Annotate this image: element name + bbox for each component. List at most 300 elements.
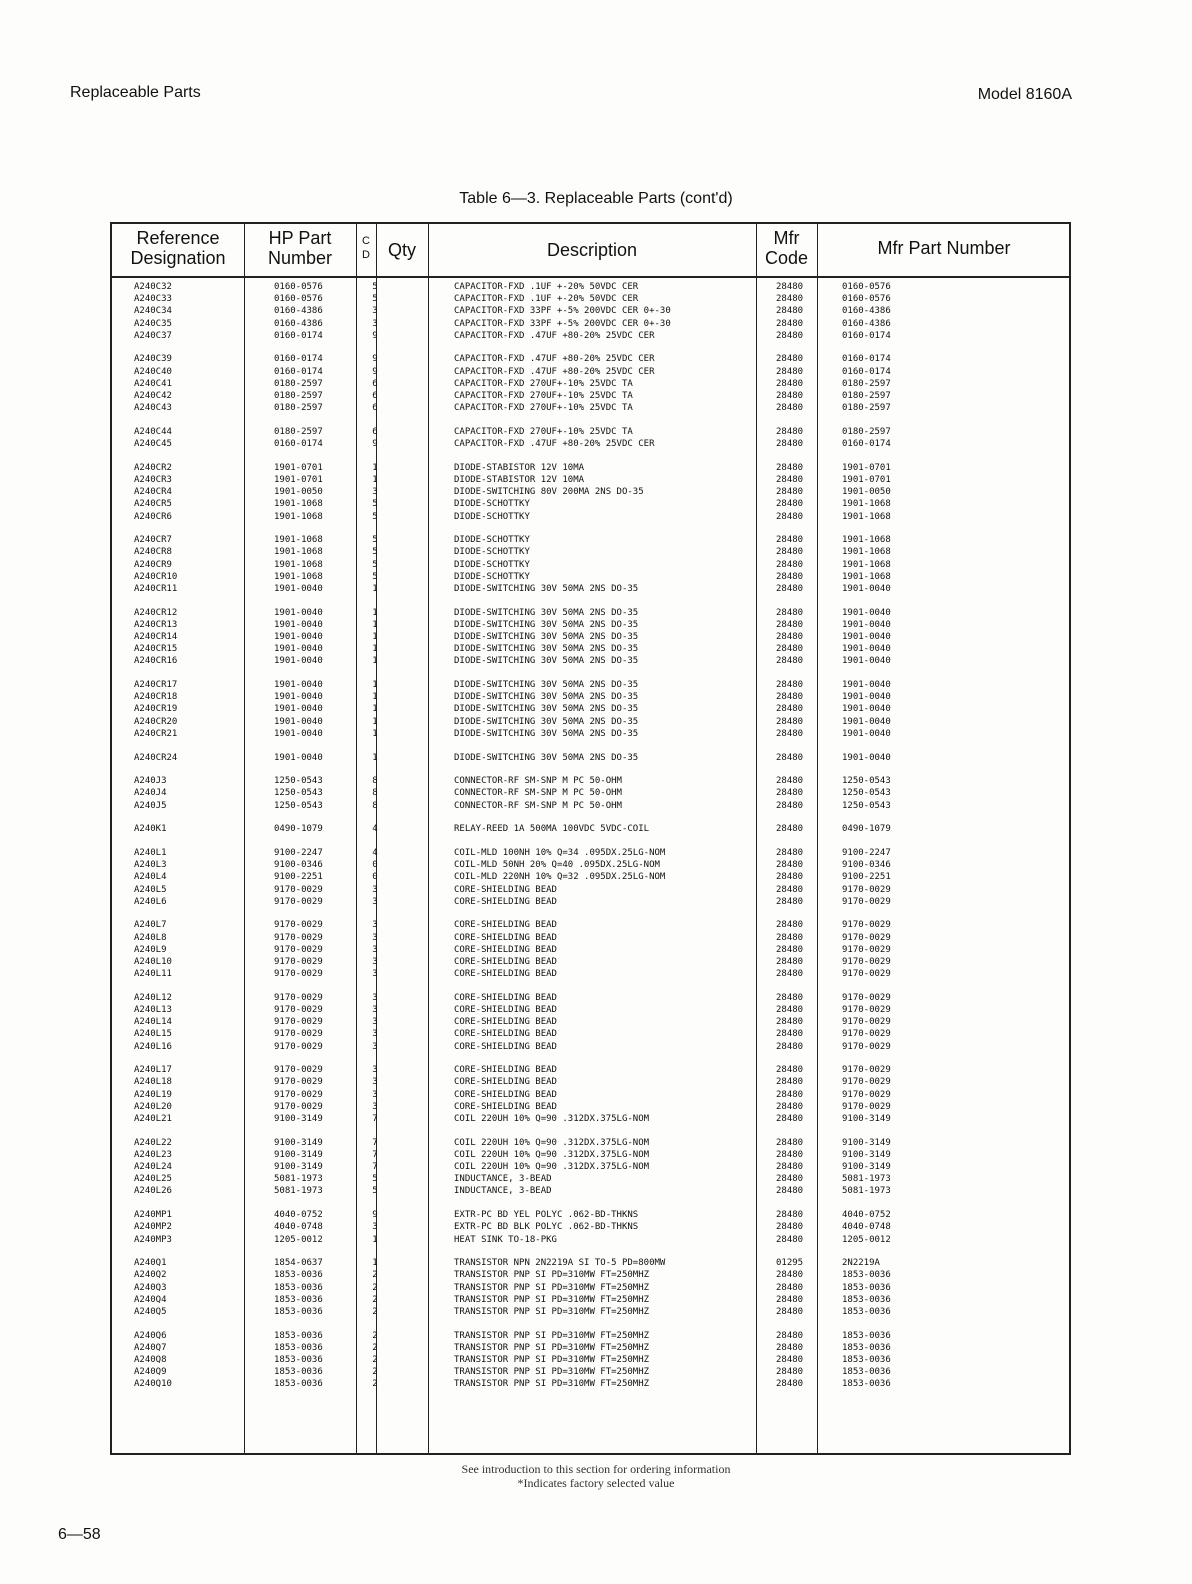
description: CORE-SHIELDING BEAD bbox=[454, 1005, 557, 1015]
mfr-part-number: 5081-1973 bbox=[842, 1174, 891, 1185]
cd-digit: 3 bbox=[372, 1222, 378, 1233]
mfr-part-number: 1250-0543 bbox=[842, 800, 891, 811]
table-row bbox=[112, 1137, 1069, 1149]
cd-digit: 2 bbox=[372, 1367, 378, 1378]
mfr-code: 28480 bbox=[776, 282, 804, 292]
table-row bbox=[112, 871, 1069, 883]
description: INDUCTANCE, 3-BEAD bbox=[454, 1186, 552, 1197]
mfr-part-number: 0180-2597 bbox=[842, 391, 891, 401]
reference-designation: A240L18 bbox=[134, 1077, 172, 1088]
table-row bbox=[112, 1282, 1069, 1294]
hp-part-number: 9170-0029 bbox=[274, 992, 323, 1003]
mfr-code: 28480 bbox=[776, 992, 804, 1003]
row-group bbox=[112, 847, 1069, 908]
cd-digit: 1 bbox=[372, 680, 378, 691]
cd-digit: 5 bbox=[372, 559, 378, 570]
replaceable-parts-table bbox=[110, 222, 1071, 1455]
mfr-code: 28480 bbox=[776, 1005, 804, 1015]
hp-part-number: 9170-0029 bbox=[274, 884, 323, 895]
hp-part-number: 0180-2597 bbox=[274, 378, 323, 389]
reference-designation: A240C35 bbox=[134, 318, 172, 329]
reference-designation: A240J3 bbox=[134, 776, 167, 787]
reference-designation: A240L15 bbox=[134, 1029, 172, 1040]
cd-digit: 3 bbox=[372, 992, 378, 1003]
table-row bbox=[112, 607, 1069, 619]
reference-designation: A240C32 bbox=[134, 282, 172, 292]
reference-designation: A240L21 bbox=[134, 1114, 172, 1124]
running-header-section: Replaceable Parts bbox=[70, 84, 201, 101]
table-row bbox=[112, 293, 1069, 305]
reference-designation: A240L6 bbox=[134, 896, 167, 907]
table-row bbox=[112, 281, 1069, 293]
hp-part-number: 1901-0040 bbox=[274, 752, 323, 763]
reference-designation: A240C41 bbox=[134, 378, 172, 389]
reference-designation: A240L9 bbox=[134, 944, 167, 955]
hp-part-number: 0180-2597 bbox=[274, 403, 323, 414]
description: CAPACITOR-FXD 270UF+-10% 25VDC TA bbox=[454, 391, 633, 401]
mfr-code: 28480 bbox=[776, 1041, 804, 1052]
cd-digit: 1 bbox=[372, 656, 378, 667]
running-header-model: Model 8160A bbox=[977, 86, 1072, 103]
description: CAPACITOR-FXD 33PF +-5% 200VDC CER 0+-30 bbox=[454, 318, 671, 329]
column-header-hp-part: HP Part Number bbox=[267, 228, 333, 268]
mfr-part-number: 0490-1079 bbox=[842, 824, 891, 835]
reference-designation: A240CR9 bbox=[134, 559, 172, 570]
cd-digit: 3 bbox=[372, 487, 378, 498]
mfr-part-number: 0180-2597 bbox=[842, 426, 891, 437]
cd-digit: 3 bbox=[372, 306, 378, 317]
reference-designation: A240Q2 bbox=[134, 1270, 167, 1281]
description: TRANSISTOR PNP SI PD=310MW FT=250MHZ bbox=[454, 1330, 650, 1341]
footnote-ordering: See introduction to this section for ordering information bbox=[461, 1462, 731, 1476]
hp-part-number: 1901-0040 bbox=[274, 644, 323, 655]
table-row bbox=[112, 992, 1069, 1004]
hp-part-number: 1853-0036 bbox=[274, 1306, 323, 1317]
mfr-part-number: 9100-3149 bbox=[842, 1137, 891, 1148]
mfr-code: 28480 bbox=[776, 403, 804, 414]
mfr-part-number: 1901-1068 bbox=[842, 535, 891, 546]
table-row bbox=[112, 486, 1069, 498]
mfr-code: 28480 bbox=[776, 1017, 804, 1028]
table-row bbox=[112, 426, 1069, 438]
cd-digit: 5 bbox=[372, 547, 378, 558]
table-row bbox=[112, 498, 1069, 510]
mfr-code: 28480 bbox=[776, 1355, 804, 1365]
hp-part-number: 0160-0576 bbox=[274, 294, 323, 305]
row-group bbox=[112, 1064, 1069, 1125]
row-group bbox=[112, 1209, 1069, 1246]
mfr-code: 28480 bbox=[776, 644, 804, 655]
row-group bbox=[112, 426, 1069, 450]
table-row bbox=[112, 919, 1069, 931]
table-row bbox=[112, 546, 1069, 558]
mfr-part-number: 9170-0029 bbox=[842, 932, 891, 943]
reference-designation: A240L14 bbox=[134, 1017, 172, 1028]
mfr-code: 28480 bbox=[776, 607, 804, 618]
description: DIODE-SWITCHING 30V 50MA 2NS DO-35 bbox=[454, 680, 639, 691]
hp-part-number: 4040-0748 bbox=[274, 1222, 323, 1233]
mfr-part-number: 9170-0029 bbox=[842, 1101, 891, 1112]
mfr-code: 28480 bbox=[776, 354, 804, 365]
mfr-part-number: 1901-1068 bbox=[842, 511, 891, 522]
mfr-part-number: 9170-0029 bbox=[842, 1089, 891, 1100]
hp-part-number: 9170-0029 bbox=[274, 969, 323, 980]
reference-designation: A240CR12 bbox=[134, 607, 178, 618]
reference-designation: A240CR6 bbox=[134, 511, 172, 522]
description: CORE-SHIELDING BEAD bbox=[454, 1065, 557, 1076]
hp-part-number: 1853-0036 bbox=[274, 1282, 323, 1293]
cd-digit: 2 bbox=[372, 1379, 378, 1390]
cd-digit: 3 bbox=[372, 1101, 378, 1112]
cd-digit: 3 bbox=[372, 932, 378, 943]
hp-part-number: 9170-0029 bbox=[274, 1065, 323, 1076]
cd-digit: 6 bbox=[372, 378, 378, 389]
table-row bbox=[112, 896, 1069, 908]
hp-part-number: 5081-1973 bbox=[274, 1186, 323, 1197]
hp-part-number: 0490-1079 bbox=[274, 824, 323, 835]
description: CAPACITOR-FXD 270UF+-10% 25VDC TA bbox=[454, 403, 633, 414]
hp-part-number: 1901-1068 bbox=[274, 499, 323, 510]
hp-part-number: 0160-0174 bbox=[274, 330, 323, 341]
description: CORE-SHIELDING BEAD bbox=[454, 932, 557, 943]
table-row bbox=[112, 703, 1069, 715]
reference-designation: A240CR20 bbox=[134, 716, 178, 727]
mfr-part-number: 1853-0036 bbox=[842, 1367, 891, 1378]
mfr-code: 28480 bbox=[776, 847, 804, 858]
reference-designation: A240CR10 bbox=[134, 571, 178, 582]
cd-digit: 2 bbox=[372, 1270, 378, 1281]
table-row bbox=[112, 571, 1069, 583]
table-row bbox=[112, 643, 1069, 655]
description: CAPACITOR-FXD .1UF +-20% 50VDC CER bbox=[454, 294, 639, 305]
reference-designation: A240C40 bbox=[134, 366, 172, 377]
mfr-code: 28480 bbox=[776, 704, 804, 715]
hp-part-number: 1901-1068 bbox=[274, 559, 323, 570]
table-row bbox=[112, 787, 1069, 799]
description: DIODE-SWITCHING 30V 50MA 2NS DO-35 bbox=[454, 583, 639, 594]
description: CORE-SHIELDING BEAD bbox=[454, 884, 557, 895]
description: COIL 220UH 10% Q=90 .312DX.375LG-NOM bbox=[454, 1162, 650, 1173]
mfr-code: 28480 bbox=[776, 1270, 804, 1281]
table-row bbox=[112, 390, 1069, 402]
reference-designation: A240L12 bbox=[134, 992, 172, 1003]
description: CONNECTOR-RF SM-SNP M PC 50-OHM bbox=[454, 776, 622, 787]
table-row bbox=[112, 716, 1069, 728]
description: CAPACITOR-FXD .47UF +80-20% 25VDC CER bbox=[454, 439, 655, 450]
cd-digit: 4 bbox=[372, 824, 378, 835]
hp-part-number: 9170-0029 bbox=[274, 1041, 323, 1052]
description: COIL 220UH 10% Q=90 .312DX.375LG-NOM bbox=[454, 1149, 650, 1160]
cd-digit: 3 bbox=[372, 1017, 378, 1028]
mfr-part-number: 1901-0040 bbox=[842, 716, 891, 727]
description: DIODE-SCHOTTKY bbox=[454, 559, 530, 570]
mfr-code: 28480 bbox=[776, 680, 804, 691]
description: CORE-SHIELDING BEAD bbox=[454, 1029, 557, 1040]
table-row bbox=[112, 1028, 1069, 1040]
mfr-code: 28480 bbox=[776, 1089, 804, 1100]
hp-part-number: 0160-0174 bbox=[274, 354, 323, 365]
description: CAPACITOR-FXD .47UF +80-20% 25VDC CER bbox=[454, 366, 655, 377]
cd-digit: 5 bbox=[372, 511, 378, 522]
mfr-part-number: 9170-0029 bbox=[842, 1065, 891, 1076]
reference-designation: A240CR13 bbox=[134, 619, 178, 630]
description: RELAY-REED 1A 500MA 100VDC 5VDC-COIL bbox=[454, 824, 650, 835]
mfr-code: 28480 bbox=[776, 920, 804, 931]
cd-digit: 3 bbox=[372, 1041, 378, 1052]
cd-digit: 7 bbox=[372, 1162, 378, 1173]
hp-part-number: 1853-0036 bbox=[274, 1270, 323, 1281]
description: DIODE-SWITCHING 30V 50MA 2NS DO-35 bbox=[454, 692, 639, 703]
mfr-code: 28480 bbox=[776, 1282, 804, 1293]
cd-digit: 1 bbox=[372, 607, 378, 618]
hp-part-number: 1901-0701 bbox=[274, 474, 323, 485]
hp-part-number: 0160-4386 bbox=[274, 318, 323, 329]
mfr-code: 28480 bbox=[776, 969, 804, 980]
mfr-part-number: 1853-0036 bbox=[842, 1282, 891, 1293]
mfr-part-number: 1901-0040 bbox=[842, 704, 891, 715]
table-row bbox=[112, 330, 1069, 342]
reference-designation: A240CR19 bbox=[134, 704, 178, 715]
row-group bbox=[112, 775, 1069, 812]
reference-designation: A240C43 bbox=[134, 403, 172, 414]
table-row bbox=[112, 1306, 1069, 1318]
reference-designation: A240CR7 bbox=[134, 535, 172, 546]
cd-digit: 2 bbox=[372, 1330, 378, 1341]
mfr-code: 28480 bbox=[776, 378, 804, 389]
mfr-code: 28480 bbox=[776, 1367, 804, 1378]
mfr-part-number: 1901-0040 bbox=[842, 656, 891, 667]
cd-digit: 7 bbox=[372, 1149, 378, 1160]
table-row bbox=[112, 1354, 1069, 1366]
cd-digit: 3 bbox=[372, 1077, 378, 1088]
cd-digit: 1 bbox=[372, 716, 378, 727]
cd-digit: 3 bbox=[372, 1089, 378, 1100]
table-row bbox=[112, 631, 1069, 643]
mfr-part-number: 4040-0748 bbox=[842, 1222, 891, 1233]
mfr-code: 28480 bbox=[776, 619, 804, 630]
cd-digit: 1 bbox=[372, 752, 378, 763]
mfr-code: 28480 bbox=[776, 1210, 804, 1221]
cd-digit: 2 bbox=[372, 1342, 378, 1353]
mfr-code: 28480 bbox=[776, 692, 804, 703]
mfr-code: 28480 bbox=[776, 583, 804, 594]
mfr-part-number: 1901-1068 bbox=[842, 559, 891, 570]
hp-part-number: 1250-0543 bbox=[274, 788, 323, 799]
mfr-code: 28480 bbox=[776, 1174, 804, 1185]
cd-digit: 2 bbox=[372, 1355, 378, 1365]
mfr-part-number: 9100-2251 bbox=[842, 872, 891, 883]
mfr-code: 28480 bbox=[776, 932, 804, 943]
mfr-part-number: 9100-3149 bbox=[842, 1114, 891, 1124]
cd-digit: 3 bbox=[372, 1065, 378, 1076]
hp-part-number: 0160-0174 bbox=[274, 439, 323, 450]
mfr-part-number: 4040-0752 bbox=[842, 1210, 891, 1221]
reference-designation: A240L1 bbox=[134, 847, 167, 858]
cd-digit: 5 bbox=[372, 1174, 378, 1185]
mfr-part-number: 1853-0036 bbox=[842, 1330, 891, 1341]
mfr-code: 28480 bbox=[776, 1186, 804, 1197]
reference-designation: A240L26 bbox=[134, 1186, 172, 1197]
cd-digit: 9 bbox=[372, 1210, 378, 1221]
column-header-description: Description bbox=[546, 240, 638, 260]
mfr-part-number: 1901-1068 bbox=[842, 499, 891, 510]
cd-digit: 5 bbox=[372, 535, 378, 546]
mfr-part-number: 1853-0036 bbox=[842, 1306, 891, 1317]
cd-digit: 3 bbox=[372, 1029, 378, 1040]
cd-digit: 1 bbox=[372, 462, 378, 473]
table-row bbox=[112, 1101, 1069, 1113]
mfr-part-number: 9100-3149 bbox=[842, 1149, 891, 1160]
table-row bbox=[112, 1064, 1069, 1076]
mfr-part-number: 1901-0040 bbox=[842, 680, 891, 691]
reference-designation: A240J5 bbox=[134, 800, 167, 811]
description: CORE-SHIELDING BEAD bbox=[454, 920, 557, 931]
table-row bbox=[112, 944, 1069, 956]
column-header-qty: Qty bbox=[387, 240, 416, 260]
description: CAPACITOR-FXD 270UF+-10% 25VDC TA bbox=[454, 378, 633, 389]
reference-designation: A240CR18 bbox=[134, 692, 178, 703]
cd-digit: 1 bbox=[372, 474, 378, 485]
mfr-part-number: 0180-2597 bbox=[842, 403, 891, 414]
cd-digit: 2 bbox=[372, 1306, 378, 1317]
reference-designation: A240CR21 bbox=[134, 728, 178, 739]
mfr-part-number: 0160-0576 bbox=[842, 282, 891, 292]
mfr-part-number: 1901-0040 bbox=[842, 583, 891, 594]
mfr-code: 28480 bbox=[776, 1065, 804, 1076]
mfr-part-number: 1901-0701 bbox=[842, 462, 891, 473]
reference-designation: A240L11 bbox=[134, 969, 172, 980]
mfr-part-number: 0160-0174 bbox=[842, 366, 891, 377]
mfr-code: 28480 bbox=[776, 1077, 804, 1088]
description: TRANSISTOR PNP SI PD=310MW FT=250MHZ bbox=[454, 1282, 650, 1293]
mfr-code: 28480 bbox=[776, 318, 804, 329]
table-row bbox=[112, 728, 1069, 740]
mfr-code: 28480 bbox=[776, 571, 804, 582]
reference-designation: A240L20 bbox=[134, 1101, 172, 1112]
mfr-code: 28480 bbox=[776, 944, 804, 955]
mfr-code: 28480 bbox=[776, 1162, 804, 1173]
mfr-part-number: 0160-0174 bbox=[842, 330, 891, 341]
reference-designation: A240L13 bbox=[134, 1005, 172, 1015]
mfr-part-number: 1250-0543 bbox=[842, 776, 891, 787]
hp-part-number: 1901-1068 bbox=[274, 511, 323, 522]
description: CORE-SHIELDING BEAD bbox=[454, 1101, 557, 1112]
description: DIODE-SWITCHING 30V 50MA 2NS DO-35 bbox=[454, 644, 639, 655]
hp-part-number: 1853-0036 bbox=[274, 1379, 323, 1390]
table-row bbox=[112, 1173, 1069, 1185]
description: TRANSISTOR NPN 2N2219A SI TO-5 PD=800MW bbox=[454, 1258, 666, 1269]
mfr-part-number: 9170-0029 bbox=[842, 956, 891, 967]
hp-part-number: 9100-3149 bbox=[274, 1149, 323, 1160]
description: CORE-SHIELDING BEAD bbox=[454, 944, 557, 955]
hp-part-number: 9100-2247 bbox=[274, 847, 323, 858]
hp-part-number: 0160-4386 bbox=[274, 306, 323, 317]
table-row bbox=[112, 378, 1069, 390]
reference-designation: A240L25 bbox=[134, 1174, 172, 1185]
mfr-code: 28480 bbox=[776, 1306, 804, 1317]
mfr-part-number: 1853-0036 bbox=[842, 1342, 891, 1353]
hp-part-number: 1901-1068 bbox=[274, 571, 323, 582]
mfr-code: 28480 bbox=[776, 872, 804, 883]
hp-part-number: 4040-0752 bbox=[274, 1210, 323, 1221]
description: COIL-MLD 220NH 10% Q=32 .095DX.25LG-NOM bbox=[454, 872, 666, 883]
mfr-code: 28480 bbox=[776, 1330, 804, 1341]
table-row bbox=[112, 474, 1069, 486]
description: EXTR-PC BD BLK POLYC .062-BD-THKNS bbox=[454, 1222, 639, 1233]
mfr-code: 28480 bbox=[776, 728, 804, 739]
mfr-part-number: 1901-0040 bbox=[842, 632, 891, 642]
cd-digit: 3 bbox=[372, 969, 378, 980]
cd-digit: 9 bbox=[372, 354, 378, 365]
table-row bbox=[112, 559, 1069, 571]
mfr-code: 28480 bbox=[776, 474, 804, 485]
table-row bbox=[112, 823, 1069, 835]
table-row bbox=[112, 1016, 1069, 1028]
mfr-code: 28480 bbox=[776, 511, 804, 522]
cd-digit: 3 bbox=[372, 896, 378, 907]
reference-designation: A240CR15 bbox=[134, 644, 178, 655]
description: CORE-SHIELDING BEAD bbox=[454, 1077, 557, 1088]
hp-part-number: 1853-0036 bbox=[274, 1342, 323, 1353]
table-row bbox=[112, 1366, 1069, 1378]
reference-designation: A240Q1 bbox=[134, 1258, 167, 1269]
hp-part-number: 0180-2597 bbox=[274, 426, 323, 437]
table-row bbox=[112, 353, 1069, 365]
cd-digit: 8 bbox=[372, 788, 378, 799]
mfr-part-number: 9170-0029 bbox=[842, 896, 891, 907]
table-row bbox=[112, 1149, 1069, 1161]
description: DIODE-SWITCHING 80V 200MA 2NS DO-35 bbox=[454, 487, 644, 498]
hp-part-number: 1901-0040 bbox=[274, 619, 323, 630]
table-row bbox=[112, 1076, 1069, 1088]
row-group bbox=[112, 281, 1069, 342]
row-group bbox=[112, 992, 1069, 1053]
mfr-part-number: 9100-0346 bbox=[842, 860, 891, 871]
mfr-code: 28480 bbox=[776, 896, 804, 907]
description: TRANSISTOR PNP SI PD=310MW FT=250MHZ bbox=[454, 1306, 650, 1317]
cd-digit: 6 bbox=[372, 426, 378, 437]
table-row bbox=[112, 884, 1069, 896]
table-row bbox=[112, 847, 1069, 859]
reference-designation: A240C42 bbox=[134, 391, 172, 401]
mfr-code: 28480 bbox=[776, 499, 804, 510]
reference-designation: A240Q7 bbox=[134, 1342, 167, 1353]
table-row bbox=[112, 511, 1069, 523]
table-row bbox=[112, 366, 1069, 378]
description: DIODE-SWITCHING 30V 50MA 2NS DO-35 bbox=[454, 752, 639, 763]
reference-designation: A240C44 bbox=[134, 426, 172, 437]
hp-part-number: 1901-0040 bbox=[274, 607, 323, 618]
reference-designation: A240L4 bbox=[134, 872, 167, 883]
row-group bbox=[112, 534, 1069, 595]
cd-digit: 9 bbox=[372, 366, 378, 377]
description: CORE-SHIELDING BEAD bbox=[454, 1089, 557, 1100]
cd-digit: 5 bbox=[372, 571, 378, 582]
cd-digit: 1 bbox=[372, 728, 378, 739]
mfr-part-number: 9170-0029 bbox=[842, 884, 891, 895]
description: DIODE-STABISTOR 12V 10MA bbox=[454, 462, 585, 473]
hp-part-number: 0160-0576 bbox=[274, 282, 323, 292]
reference-designation: A240MP1 bbox=[134, 1210, 172, 1221]
mfr-code: 28480 bbox=[776, 1234, 804, 1245]
description: CONNECTOR-RF SM-SNP M PC 50-OHM bbox=[454, 800, 622, 811]
table-row bbox=[112, 1113, 1069, 1125]
mfr-part-number: 9170-0029 bbox=[842, 1017, 891, 1028]
table-row bbox=[112, 752, 1069, 764]
description: CAPACITOR-FXD .1UF +-20% 50VDC CER bbox=[454, 282, 639, 292]
table-row bbox=[112, 775, 1069, 787]
reference-designation: A240Q9 bbox=[134, 1367, 167, 1378]
